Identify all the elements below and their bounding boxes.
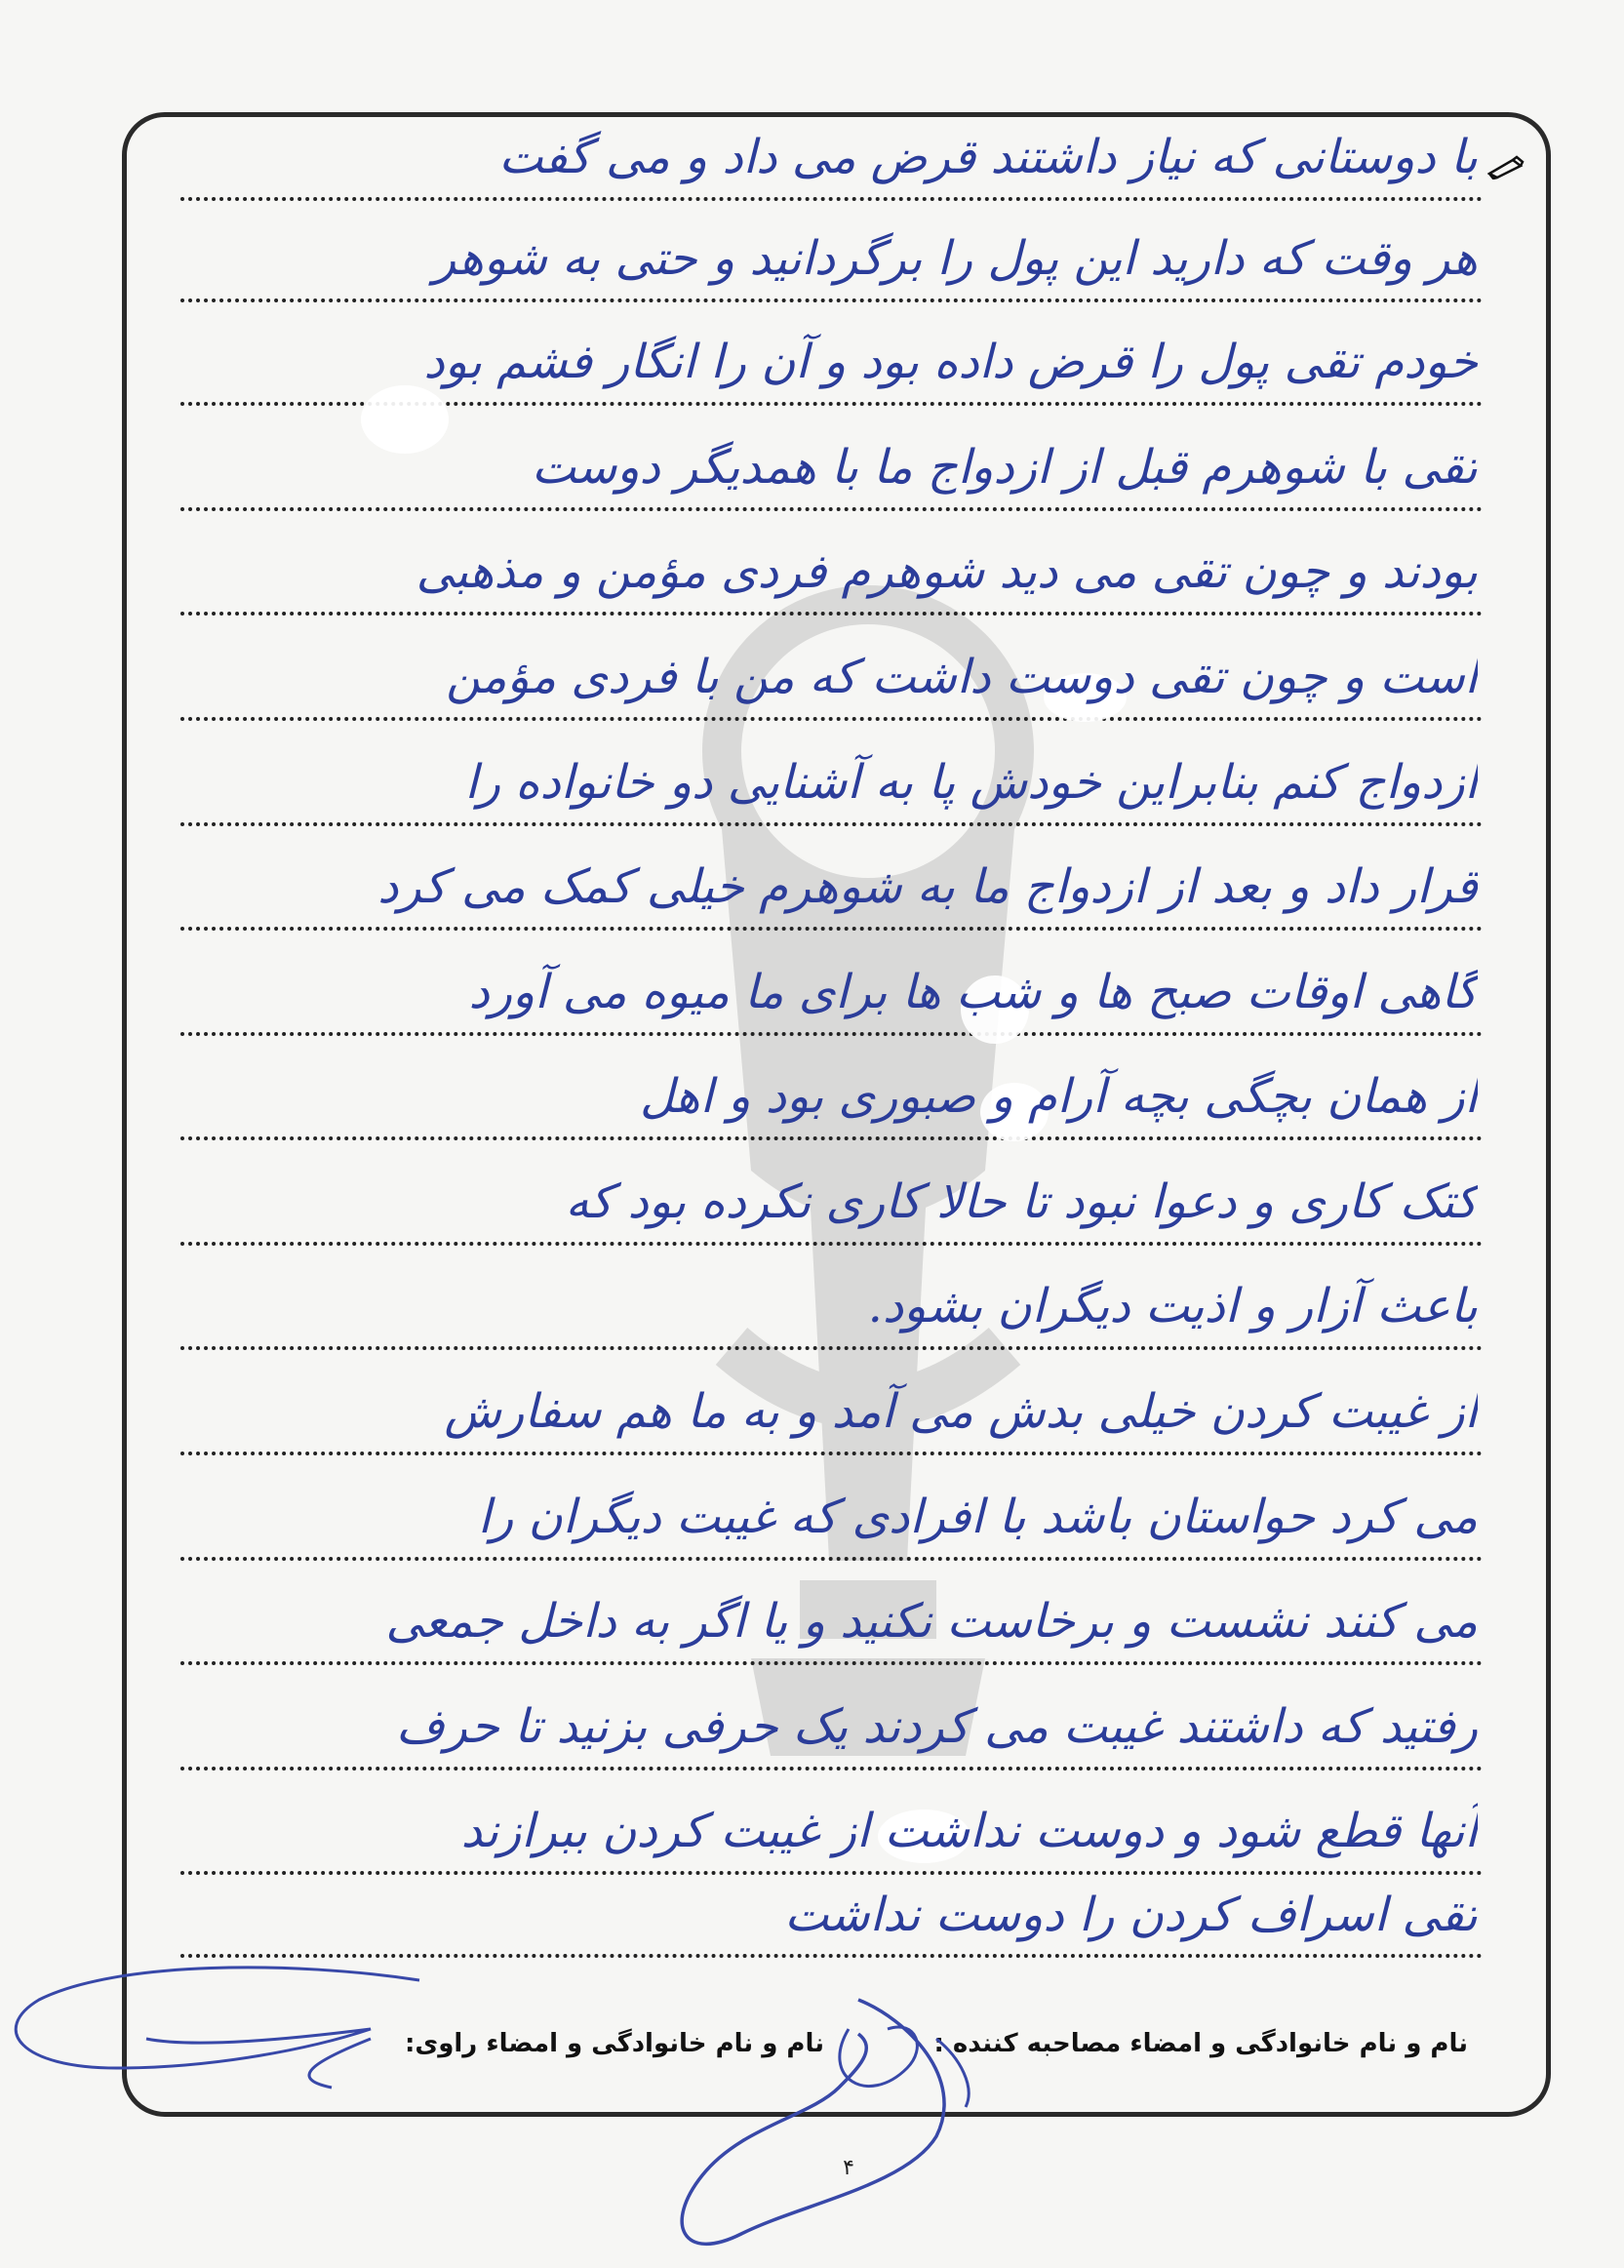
handwritten-line: بودند و چون تقی می دید شوهرم فردی مؤمن و مذهبی bbox=[416, 544, 1478, 599]
narrator-signature-label: نام و نام خانوادگی و امضاء راوی: bbox=[405, 2029, 824, 2058]
handwritten-line: است و چون تقی دوست داشت که من با فردی مؤمن bbox=[446, 650, 1478, 704]
page-number: ۴ bbox=[843, 2156, 854, 2180]
handwritten-line: آنها قطع شود و دوست نداشت از غیبت کردن ببرازند bbox=[460, 1804, 1478, 1858]
handwritten-line: از غیبت کردن خیلی بدش می آمد و به ما هم سفارش bbox=[444, 1384, 1478, 1439]
handwritten-line: ازدواج کنم بنابراین خودش پا به آشنایی دو خانواده را bbox=[464, 755, 1478, 810]
handwritten-line: هر وقت که دارید این پول را برگردانید و حتی به شوهر bbox=[433, 231, 1478, 286]
handwritten-line: با دوستانی که نیاز داشتند قرض می داد و می گفت bbox=[498, 130, 1478, 184]
interviewer-signature-label: نام و نام خانوادگی و امضاء مصاحبه کننده : bbox=[933, 2029, 1468, 2058]
handwritten-line: خودم تقی پول را قرض داده بود و آن را انگار فشم بود bbox=[423, 335, 1478, 389]
handwritten-line: کتک کاری و دعوا نبود تا حالا کاری نکرده بود که bbox=[565, 1174, 1478, 1229]
handwritten-line: از همان بچگی بچه آرام و صبوری بود و اهل bbox=[640, 1069, 1478, 1124]
handwritten-line: می کنند نشست و برخاست نکنید و یا اگر به داخل جمعی bbox=[385, 1594, 1478, 1649]
handwritten-line: تقی با شوهرم قبل از ازدواج ما با همدیگر دوست bbox=[531, 440, 1478, 495]
handwritten-line: رفتید که داشتند غیبت می کردند یک حرفی بزنید تا حرف bbox=[396, 1699, 1478, 1754]
handwritten-line: باعث آزار و اذیت دیگران بشود. bbox=[867, 1279, 1478, 1333]
pencil-writing-icon bbox=[1487, 154, 1525, 179]
handwritten-line: تقی اسراف کردن را دوست نداشت bbox=[784, 1888, 1478, 1942]
handwritten-line: می کرد حواستان باشد با افرادی که غیبت دیگران را bbox=[477, 1490, 1478, 1544]
handwritten-line: قرار داد و بعد از ازدواج ما به شوهرم خیلی کمک می کرد bbox=[377, 859, 1478, 914]
handwritten-line: گاهی اوقات صبح ها و شب ها برای ما میوه می آورد bbox=[468, 965, 1478, 1019]
